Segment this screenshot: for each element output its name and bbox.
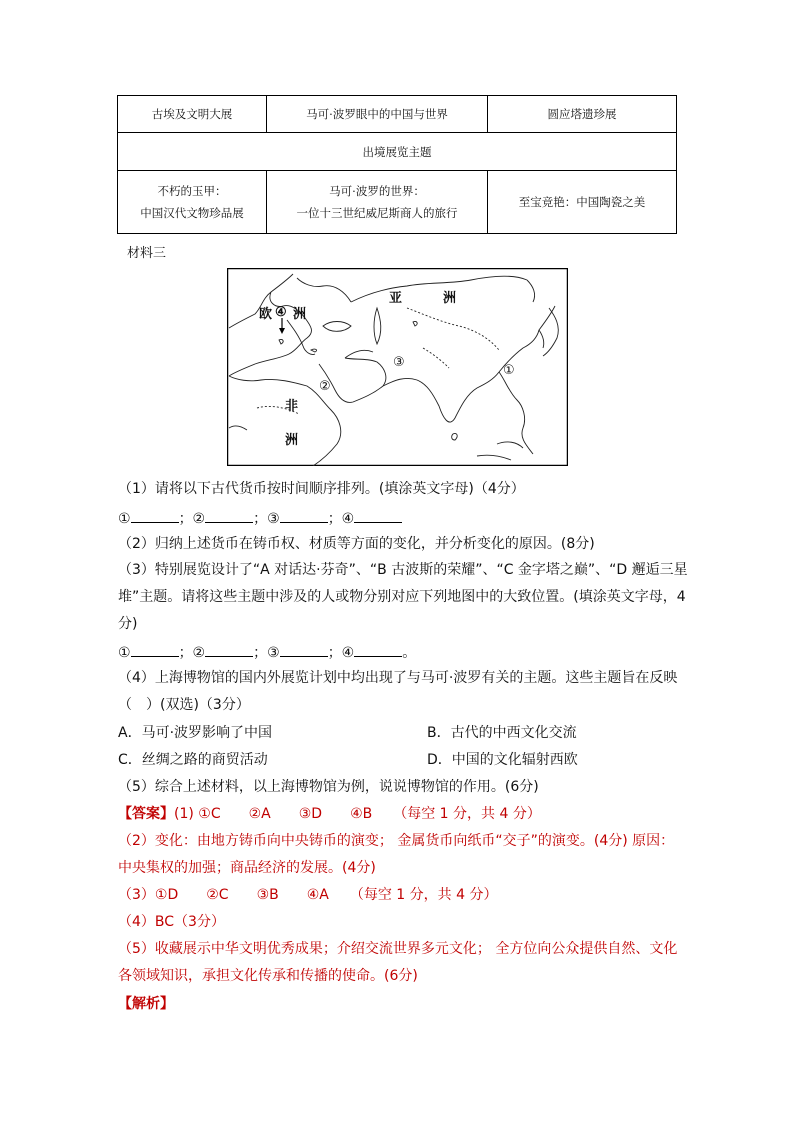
answer-2-line: （2）变化：由地方铸币向中央铸币的演变； 金属货币向纸币“交子”的演变。(4分) 原因： (118, 833, 675, 849)
table-cell: 圆应塔遗珍展 (488, 96, 677, 133)
option-d: D．中国的文化辐射西欧 (427, 752, 578, 768)
table-cell: 古埃及文明大展 (118, 96, 267, 133)
table-cell: 至宝竞艳：中国陶瓷之美 (488, 171, 677, 234)
table-cell (267, 171, 488, 234)
question-3-line: （3）特别展览设计了“A 对话达·芬奇”、“B 古波斯的荣耀”、“C 金字塔之巅”、“D 邂逅三星 (118, 562, 688, 578)
cell-line: 不朽的玉甲： (157, 184, 227, 198)
q1-blanks: ① ；② ；③ ；④ (118, 508, 402, 528)
question-2: （2）归纳上述货币在铸币权、材质等方面的变化，并分析变化的原因。(8分) (118, 536, 595, 552)
answer-2-line: 中央集权的加强；商品经济的发展。(4分) (118, 860, 376, 876)
map-label-europe: 欧 (259, 307, 273, 322)
map-label-asia: 洲 (443, 291, 457, 306)
cell-line: 一位十三世纪威尼斯商人的旅行 (296, 206, 458, 220)
world-map (227, 268, 568, 466)
q3-blanks: ① ；② ；③ ；④ 。 (118, 642, 416, 662)
question-3-line: 分) (118, 616, 138, 632)
map-label-africa: 洲 (285, 433, 299, 448)
cell-line: 马可·波罗的世界： (329, 184, 425, 198)
map-label-europe: 洲 (293, 307, 307, 322)
option-b: B．古代的中西文化交流 (427, 725, 577, 741)
answer-label: 【答案】 (118, 806, 174, 822)
map-marker-1: ① (503, 363, 515, 378)
answer-4: （4）BC（3分） (118, 914, 225, 930)
table-cell (118, 171, 267, 234)
option-a: A．马可·波罗影响了中国 (118, 725, 273, 741)
table-cell: 出境展览主题 (118, 133, 677, 171)
table-cell: 马可·波罗眼中的中国与世界 (267, 96, 488, 133)
map-label-africa: 非 (285, 399, 299, 414)
exhibition-table (117, 95, 677, 234)
analysis-label: 【解析】 (118, 996, 174, 1012)
cell-line: 中国汉代文物珍品展 (140, 206, 244, 220)
question-1: （1）请将以下古代货币按时间顺序排列。(填涂英文字母)（4分） (118, 481, 525, 497)
answer-3: （3）①D ②C ③B ④A （每空 1 分，共 4 分） (118, 887, 498, 903)
map-marker-3: ③ (393, 355, 405, 370)
answer-5-line: （5）收藏展示中华文明优秀成果；介绍交流世界多元文化； 全方位向公众提供自然、文化 (118, 941, 678, 957)
material-label: 材料三 (127, 246, 167, 261)
question-3-line: 堆”主题。请将这些主题中涉及的人或物分别对应下列地图中的大致位置。(填涂英文字母，4 (118, 589, 686, 605)
question-4-line: （ ）(双选)（3分） (118, 697, 250, 713)
map-label-asia: 亚 (389, 291, 403, 306)
answer-5-line: 各领域知识，承担文化传承和传播的使命。(6分) (118, 968, 418, 984)
question-5: （5）综合上述材料，以上海博物馆为例，说说博物馆的作用。(6分) (118, 779, 539, 795)
answer-1: 【答案】(1) ①C ②A ③D ④B （每空 1 分，共 4 分） (118, 806, 541, 822)
map-marker-2: ② (319, 379, 331, 394)
map-marker-4: ④ (275, 305, 287, 320)
question-4-line: （4）上海博物馆的国内外展览计划中均出现了与马可·波罗有关的主题。这些主题旨在反映 (118, 670, 678, 686)
option-c: C．丝绸之路的商贸活动 (118, 752, 268, 768)
